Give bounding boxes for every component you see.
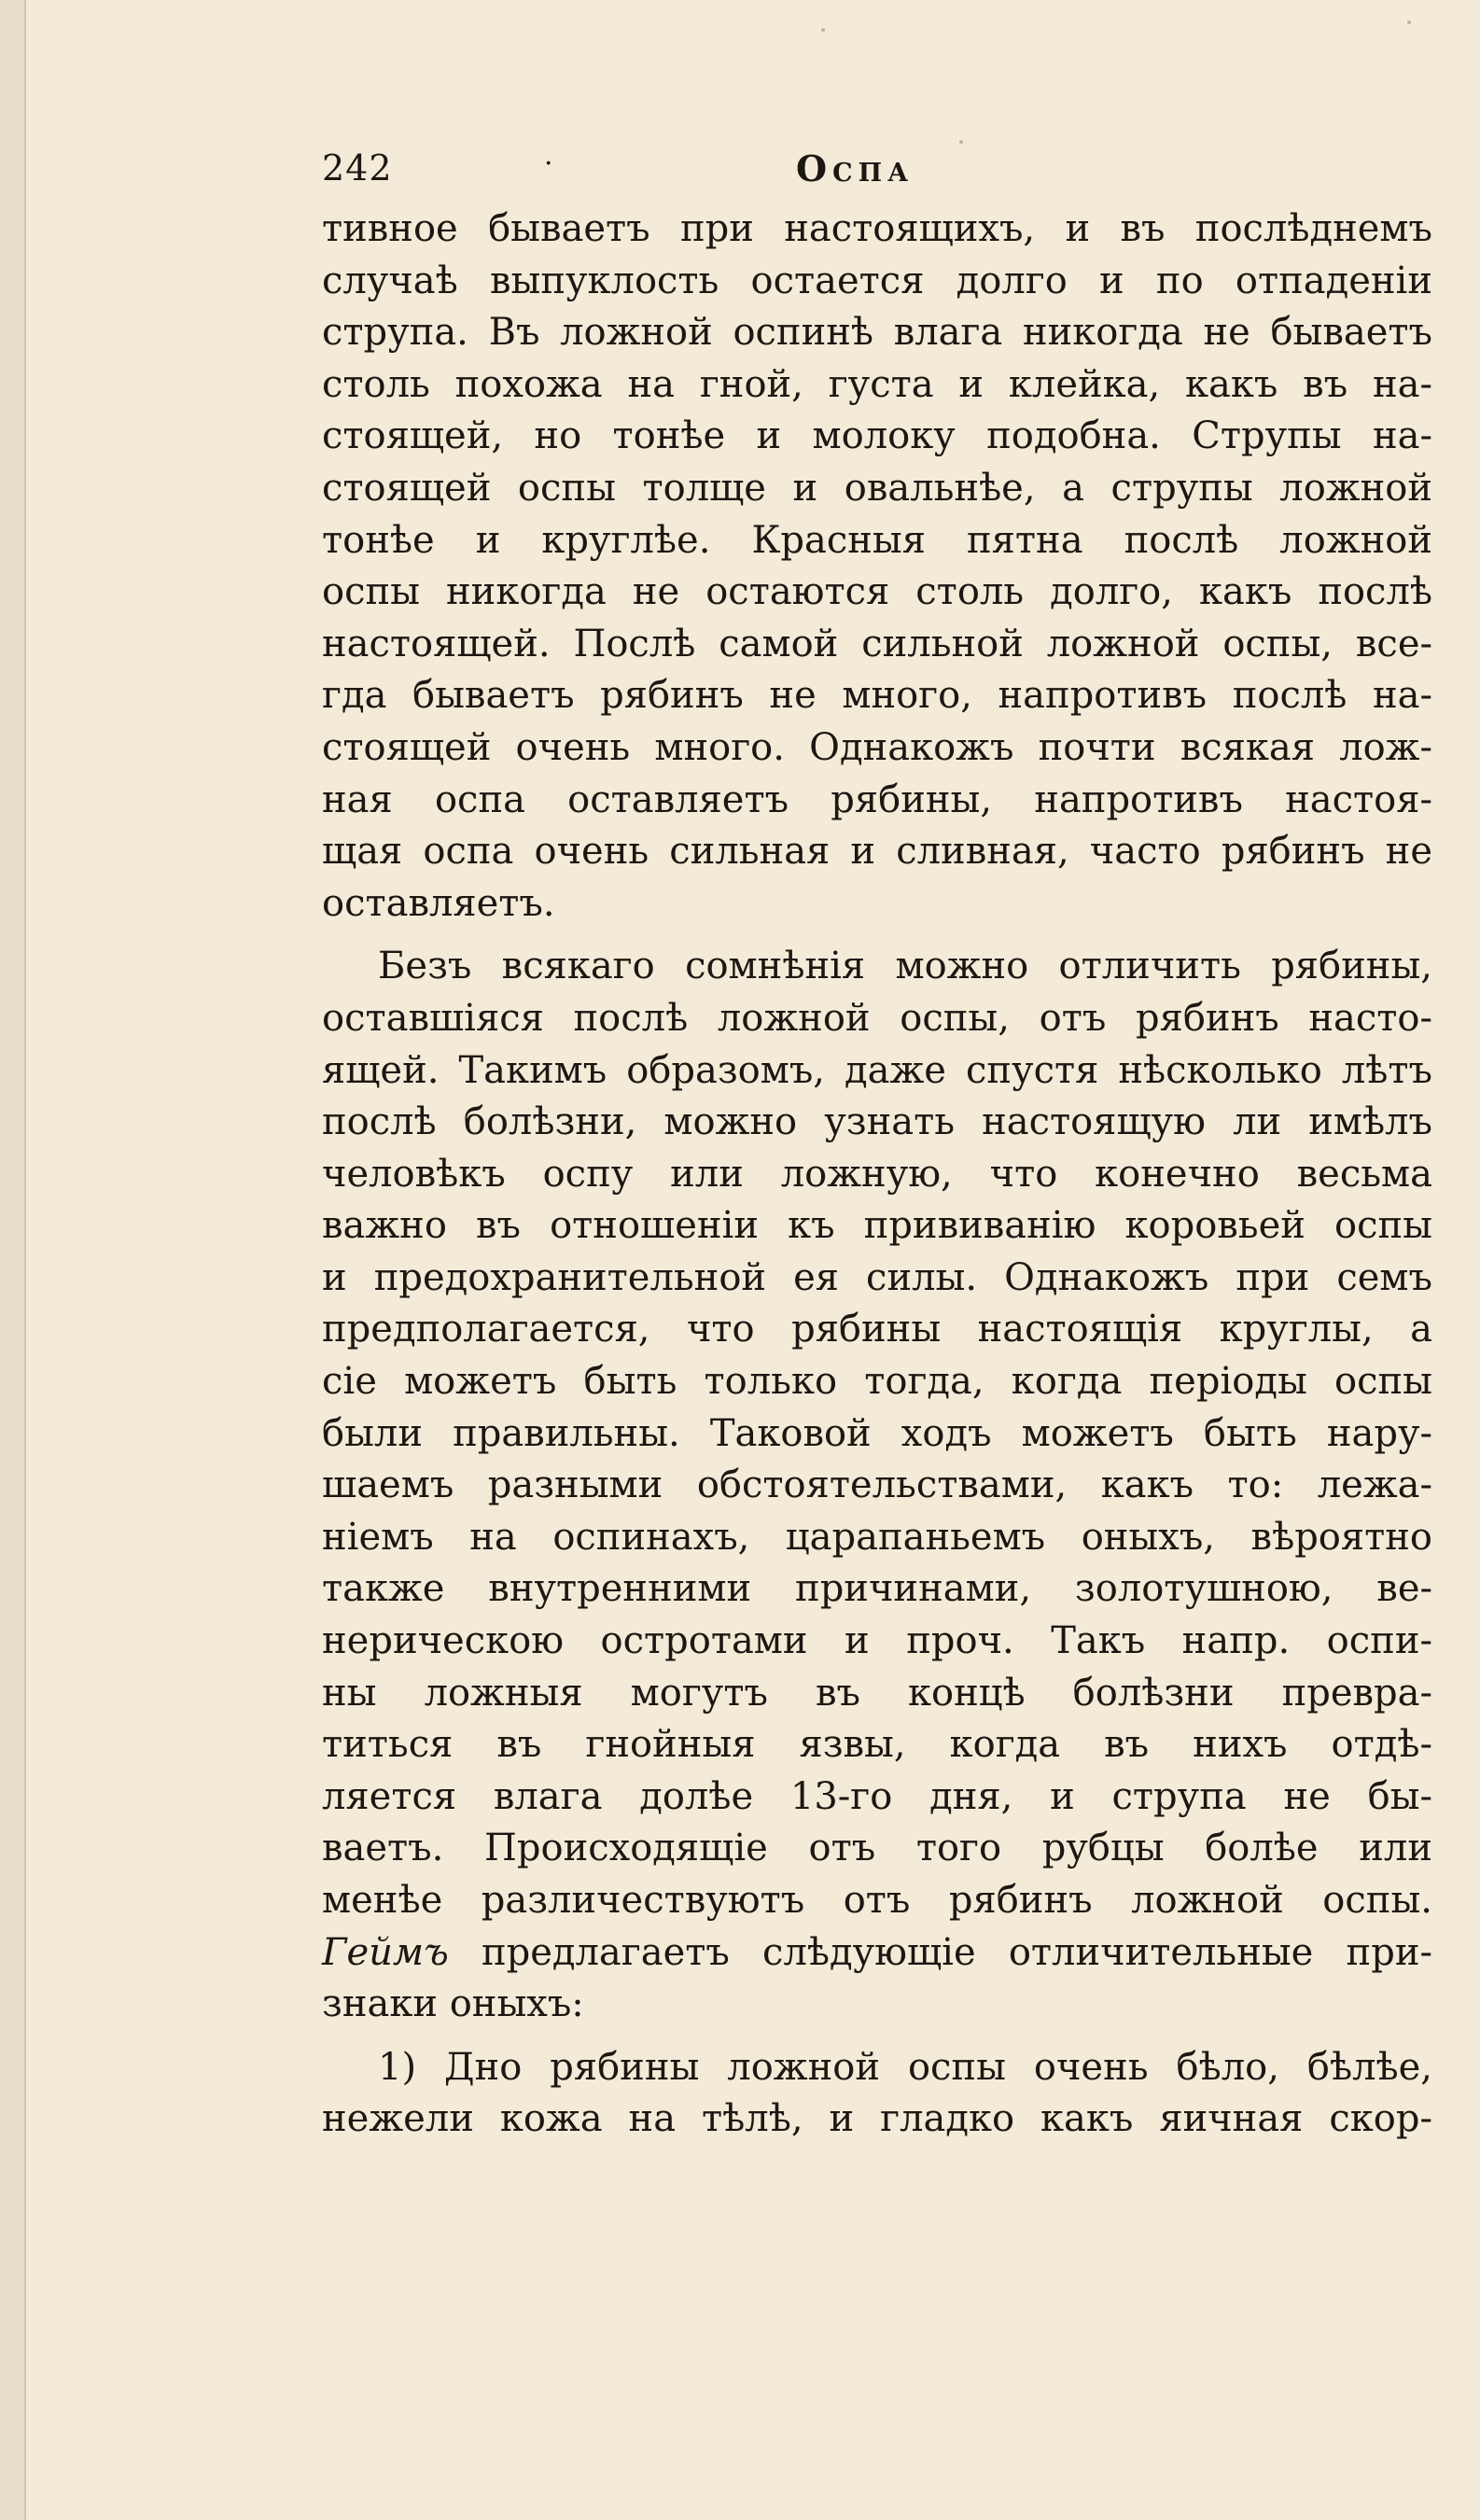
text-line: стоящей оспы толще и овальнѣе, а струпы ложной xyxy=(322,466,1432,510)
text-line: титься въ гнойныя язвы, когда въ нихъ отдѣ- xyxy=(322,1723,1432,1767)
text-line: сіе можетъ быть только тогда, когда періоды оспы xyxy=(322,1360,1432,1404)
text-line: шаемъ разными обстоятельствами, какъ то: лежа- xyxy=(322,1463,1432,1507)
text-line: оставшіяся послѣ ложной оспы, отъ рябинъ насто- xyxy=(322,996,1432,1040)
text-line: гда бываетъ рябинъ не много, напротивъ послѣ на- xyxy=(322,674,1432,718)
text-line: ляется влага долѣе 13-го дня, и струпа не бы- xyxy=(322,1774,1432,1818)
page-header xyxy=(322,147,1414,194)
text-line: ваетъ. Происходящіе отъ того рубцы болѣе или xyxy=(322,1827,1432,1870)
text-line: случаѣ выпуклость остается долго и по отпаденіи xyxy=(322,259,1432,302)
paragraph-3 xyxy=(322,2042,1432,2146)
body-text xyxy=(322,203,1432,2157)
text-line: знаки оныхъ: xyxy=(322,1982,584,2026)
text-line: предполагается, что рябины настоящія круглы, а xyxy=(322,1308,1432,1351)
text-line: ящей. Такимъ образомъ, даже спустя нѣсколько лѣтъ xyxy=(322,1048,1432,1092)
text-line: человѣкъ оспу или ложную, что конечно весьма xyxy=(322,1152,1432,1196)
text-line: нерическою остротами и проч. Такъ напр. оспи- xyxy=(322,1619,1432,1663)
text-line: нежели кожа на тѣлѣ, и гладко какъ яичная скор- xyxy=(322,2097,1432,2141)
text-line: ніемъ на оспинахъ, царапаньемъ оныхъ, вѣроятно xyxy=(322,1515,1432,1559)
text-line: стоящей очень много. Однакожъ почти всякая лож- xyxy=(322,725,1432,769)
paper-speck xyxy=(821,28,825,32)
paper-speck xyxy=(1407,21,1411,24)
text-line: также внутренними причинами, золотушною, ве- xyxy=(322,1567,1432,1611)
paper-speck xyxy=(959,140,963,144)
text-line: стоящей, но тонѣе и молоку подобна. Струпы на- xyxy=(322,414,1432,458)
text-line: столь похожа на гной, густа и клейка, какъ въ на- xyxy=(322,362,1432,406)
text-line: послѣ болѣзни, можно узнать настоящую ли имѣлъ xyxy=(322,1100,1432,1144)
text-line-rest: предлагаетъ слѣдующіе отличительные при- xyxy=(448,1930,1432,1974)
text-line: Безъ всякаго сомнѣнія можно отличить рябины, xyxy=(378,945,1432,988)
page-gutter xyxy=(0,0,24,2520)
text-line: струпа. Въ ложной оспинѣ влага никогда не бываетъ xyxy=(322,311,1432,355)
text-line: ны ложныя могутъ въ концѣ болѣзни превра- xyxy=(322,1671,1432,1715)
author-name-heim: Геймъ xyxy=(322,1930,449,1974)
running-title: Оспа xyxy=(796,147,915,189)
text-line: важно въ отношеніи къ прививанію коровьей оспы xyxy=(322,1204,1432,1248)
gutter-edge xyxy=(24,0,26,2520)
text-line: 1) Дно рябины ложной оспы очень бѣло, бѣлѣе, xyxy=(378,2045,1432,2089)
paragraph-2 xyxy=(322,941,1432,2030)
text-line: ная оспа оставляетъ рябины, напротивъ настоя- xyxy=(322,777,1432,821)
text-line: оспы никогда не остаются столь долго, какъ послѣ xyxy=(322,570,1432,614)
text-line: оставляетъ. xyxy=(322,881,555,925)
text-line: были правильны. Таковой ходъ можетъ быть нару- xyxy=(322,1411,1432,1455)
text-line: и предохранительной ея силы. Однакожъ при семъ xyxy=(322,1255,1432,1299)
page-number: 242 xyxy=(322,147,393,189)
header-dot: · xyxy=(544,147,553,180)
text-line-with-author xyxy=(322,1927,1432,1980)
text-line: щая оспа очень сильная и сливная, часто рябинъ не xyxy=(322,830,1432,874)
text-line: тонѣе и круглѣе. Красныя пятна послѣ ложной xyxy=(322,518,1432,562)
text-line: менѣе различествуютъ отъ рябинъ ложной оспы. xyxy=(322,1879,1432,1922)
paragraph-1 xyxy=(322,203,1432,930)
text-line: тивное бываетъ при настоящихъ, и въ послѣднемъ xyxy=(322,207,1432,250)
text-line: настоящей. Послѣ самой сильной ложной оспы, все- xyxy=(322,622,1432,665)
